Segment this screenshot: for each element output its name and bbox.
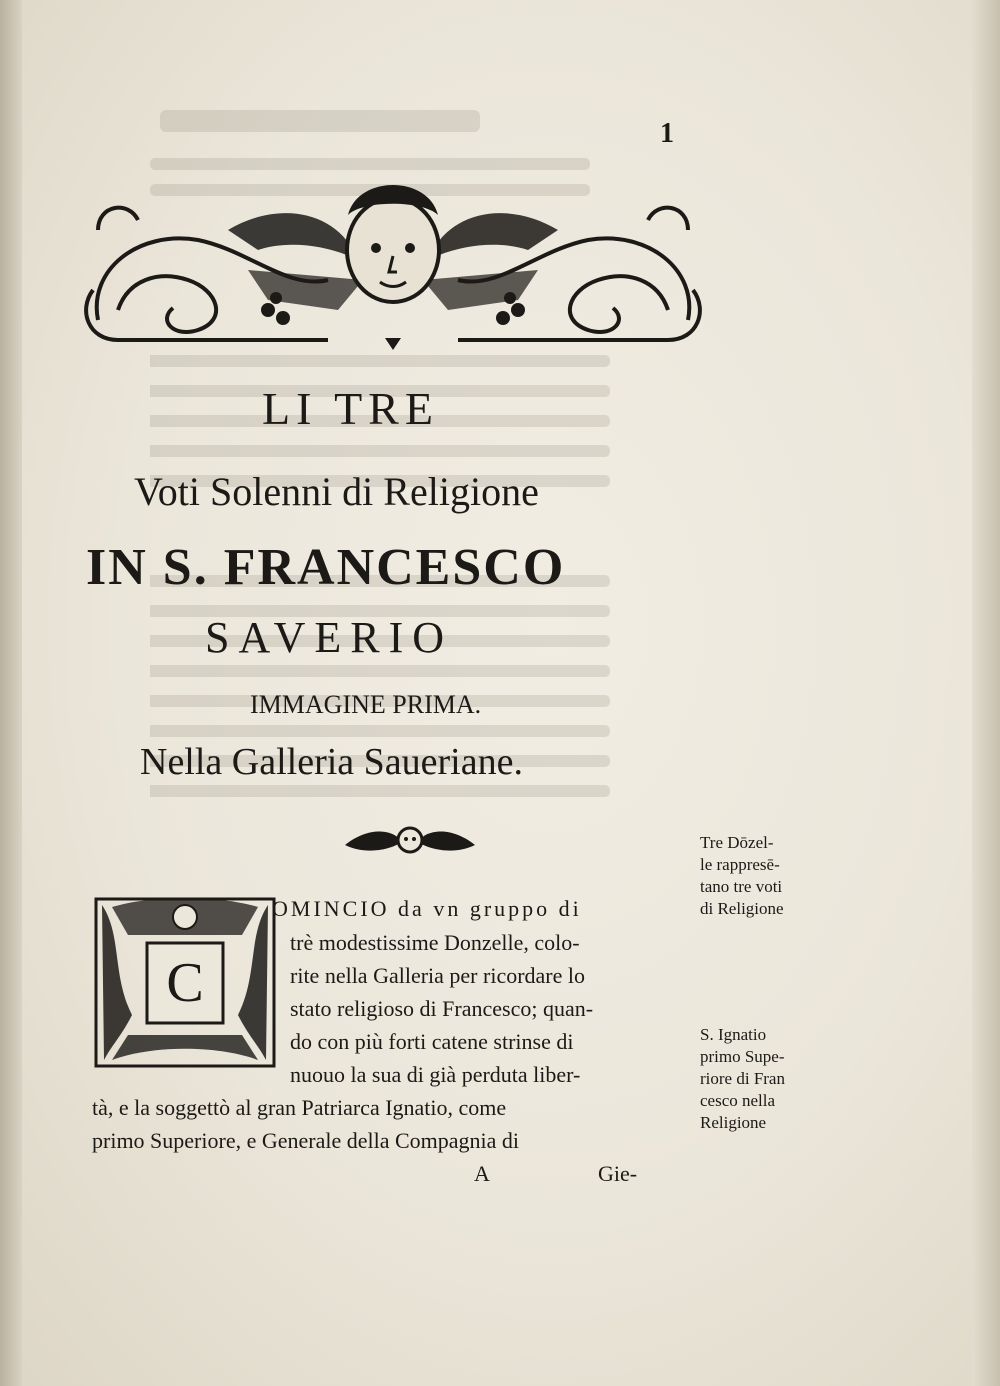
body-line-1: trè modestissime Donzelle, colo- <box>290 930 580 955</box>
marginal-note-2 <box>700 1024 785 1134</box>
body-line-6: tà, e la soggettò al gran Patriarca Ignatio, come <box>92 1095 507 1120</box>
marginal-note-line: le rappresē- <box>700 855 780 874</box>
title-line-1: LI TRE <box>262 383 439 434</box>
page-gutter <box>0 0 22 1386</box>
marginal-note-line: di Religione <box>700 899 784 918</box>
section-subheading: Nella Galleria Saueriane. <box>140 741 523 783</box>
body-line-2: rite nella Galleria per ricordare lo <box>290 963 586 988</box>
title-line-4: SAVERIO <box>205 613 454 662</box>
section-heading: IMMAGINE PRIMA. <box>250 690 482 719</box>
marginal-note-line: Tre Dōzel- <box>700 833 774 852</box>
marginal-note-line: primo Supe- <box>700 1047 785 1066</box>
catchword: Gie- <box>598 1161 638 1186</box>
folio-number: 1 <box>660 118 674 149</box>
cherub-ornament <box>340 820 480 865</box>
body-line-4: do con più forti catene strinse di <box>290 1029 574 1054</box>
body-line-3: stato religioso di Francesco; quan- <box>290 996 594 1021</box>
headpiece-ornament <box>78 170 708 360</box>
signature-mark: A <box>474 1161 490 1186</box>
decorated-initial <box>92 895 278 1070</box>
marginal-note-line: Religione <box>700 1113 767 1132</box>
page-fore-edge <box>972 0 1000 1386</box>
marginal-note-line: tano tre voti <box>700 877 783 896</box>
title-line-3: IN S. FRANCESCO <box>86 539 566 596</box>
marginal-note-line: S. Ignatio <box>700 1025 767 1044</box>
marginal-note-1 <box>700 832 784 920</box>
title-line-2: Voti Solenni di Religione <box>134 469 539 514</box>
body-line-7: primo Superiore, e Generale della Compagnia di <box>92 1128 520 1153</box>
marginal-note-line: cesco nella <box>700 1091 776 1110</box>
marginal-note-line: riore di Fran <box>700 1069 785 1088</box>
body-line-5: nuouo la sua di già perduta liber- <box>290 1062 581 1087</box>
initial-letter: C <box>166 952 204 1014</box>
first-line-text: OMINCIO da vn gruppo di <box>272 896 582 921</box>
